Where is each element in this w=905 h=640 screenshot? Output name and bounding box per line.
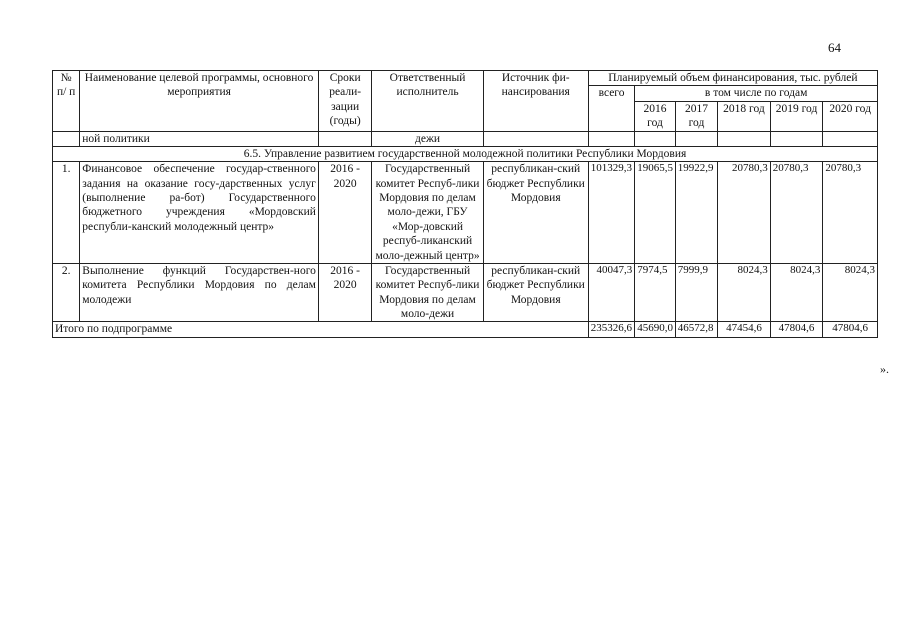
header-by-years: в том числе по годам	[635, 86, 878, 101]
header-source: Источник фи-нансирования	[483, 71, 588, 132]
header-year-2017: 2017 год	[675, 101, 717, 131]
row-2019: 20780,3	[770, 162, 823, 264]
section-title: 6.5. Управление развитием государственной молодежной политики Республики Мордовия	[53, 146, 878, 161]
row-source: республикан-ский бюджет Республики Мордовия	[483, 162, 588, 264]
row-total: 40047,3	[588, 263, 635, 322]
page-number: 64	[828, 40, 841, 55]
header-planned: Планируемый объем финансирования, тыс. рублей	[588, 71, 877, 86]
row-2017: 7999,9	[675, 263, 717, 322]
row-2017: 19922,9	[675, 162, 717, 264]
header-period: Сроки реали-зации (годы)	[318, 71, 372, 132]
totals-2016: 45690,0	[635, 322, 675, 337]
row-2020: 8024,3	[823, 263, 878, 322]
continuation-name: ной политики	[80, 131, 319, 146]
header-year-2019: 2019 год	[770, 101, 823, 131]
totals-row	[53, 322, 878, 337]
row-2018: 8024,3	[718, 263, 771, 322]
totals-2017: 46572,8	[675, 322, 717, 337]
continuation-responsible: дежи	[372, 131, 483, 146]
row-source: республикан-ский бюджет Республики Мордовия	[483, 263, 588, 322]
row-2020: 20780,3	[823, 162, 878, 264]
row-total: 101329,3	[588, 162, 635, 264]
row-name: Финансовое обеспечение государ-ственного задания на оказание госу-дарственных услуг (выполнение ра-бот) Государственного бюджетного учреждения «Мордовский республи-канский молодежный центр»	[80, 162, 319, 264]
row-no: 2.	[53, 263, 80, 322]
totals-2018: 47454,6	[718, 322, 771, 337]
row-period: 2016 - 2020	[318, 263, 372, 322]
header-responsible: Ответственный исполнитель	[372, 71, 483, 132]
header-year-2018: 2018 год	[718, 101, 771, 131]
totals-2019: 47804,6	[770, 322, 823, 337]
header-year-2016: 2016 год	[635, 101, 675, 131]
header-name: Наименование целевой программы, основного мероприятия	[80, 71, 319, 132]
continuation-row	[53, 131, 878, 146]
header-year-2020: 2020 год	[823, 101, 878, 131]
row-name: Выполнение функций Государствен-ного комитета Республики Мордовия по делам молодежи	[80, 263, 319, 322]
row-2019: 8024,3	[770, 263, 823, 322]
row-responsible: Государственный комитет Респуб-лики Мордовия по делам моло-дежи, ГБУ «Мор-довский респуб-ликанский моло-дежный центр»	[372, 162, 483, 264]
totals-total: 235326,6	[588, 322, 635, 337]
totals-2020: 47804,6	[823, 322, 878, 337]
row-2016: 19065,5	[635, 162, 675, 264]
row-2018: 20780,3	[718, 162, 771, 264]
totals-label: Итого по подпрограмме	[53, 322, 589, 337]
financing-table	[52, 70, 878, 338]
row-responsible: Государственный комитет Респуб-лики Мордовия по делам моло-дежи	[372, 263, 483, 322]
header-total: всего	[588, 86, 635, 131]
row-period: 2016 - 2020	[318, 162, 372, 264]
row-no: 1.	[53, 162, 80, 264]
table-row	[53, 263, 878, 322]
table-row	[53, 162, 878, 264]
header-no: № п/ п	[53, 71, 80, 132]
closing-mark: ».	[880, 362, 889, 376]
row-2016: 7974,5	[635, 263, 675, 322]
